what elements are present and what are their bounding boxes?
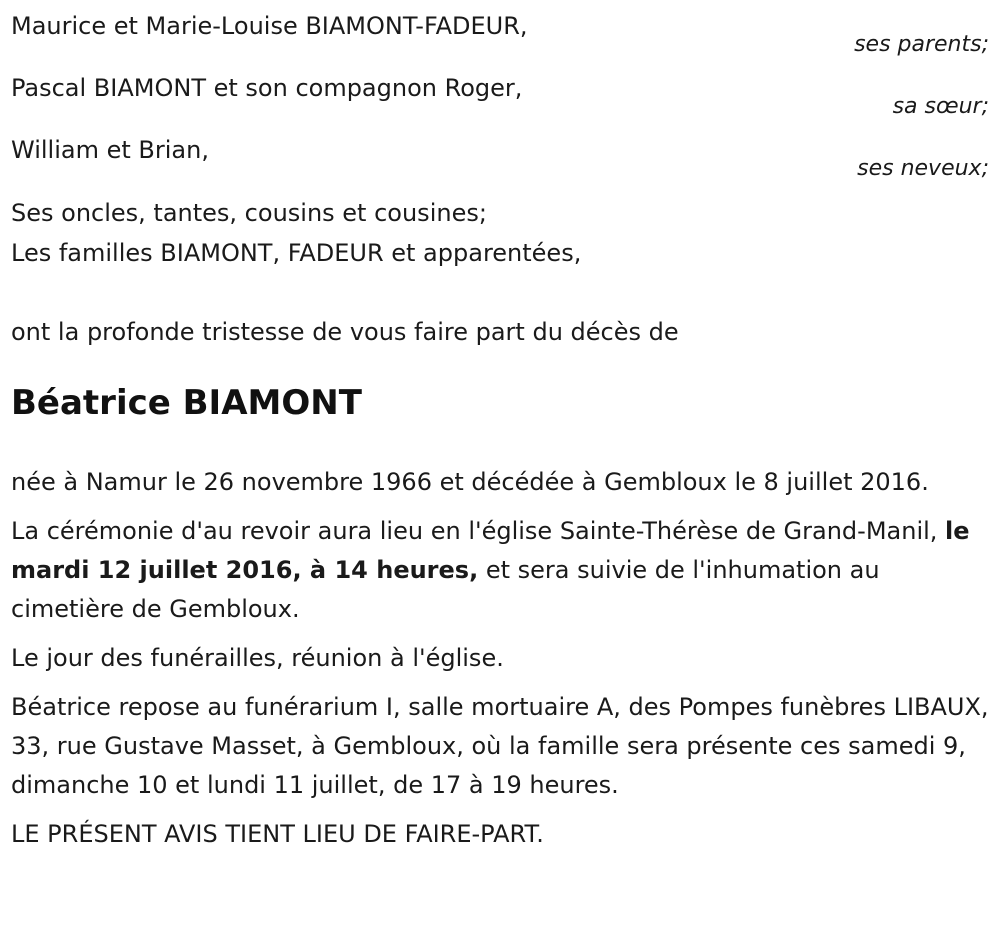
parents-line: Maurice et Marie-Louise BIAMONT-FADEUR, [11, 12, 528, 40]
relatives-line: Ses oncles, tantes, cousins et cousines; [11, 199, 487, 227]
funerarium-text: Béatrice repose au funérarium I, salle mortuaire A, des Pompes funèbres LIBAUX, 33, rue Gustave Masset, à Gembloux, où la famille sera présente ces samedi 9, dimanche 10 et lundi 11 juillet, de 17 à 19 heures. [11, 693, 989, 799]
nephews-relation: ses neveux; [857, 156, 989, 181]
family-section [11, 0, 989, 273]
nephews-line: William et Brian, [11, 136, 209, 164]
sister-line: Pascal BIAMONT et son compagnon Roger, [11, 74, 523, 102]
sister-relation: sa sœur; [892, 94, 989, 119]
announcement-intro: ont la profonde tristesse de vous faire part du décès de [11, 318, 679, 346]
notice-text: LE PRÉSENT AVIS TIENT LIEU DE FAIRE-PART. [11, 820, 544, 848]
details-section [11, 463, 989, 854]
ceremony-date: le mardi 12 juillet 2016, à 14 heures, [11, 517, 970, 584]
reunion-text: Le jour des funérailles, réunion à l'église. [11, 644, 504, 672]
deceased-name: Béatrice BIAMONT [11, 383, 362, 423]
ceremony-text [11, 512, 989, 629]
parents-relation: ses parents; [854, 32, 989, 57]
families-line: Les familles BIAMONT, FADEUR et apparentées, [11, 239, 582, 267]
obituary-notice [11, 0, 989, 864]
ceremony-burial: et sera suivie de l'inhumation au cimetière de Gembloux. [11, 556, 880, 623]
birth-death-text: née à Namur le 26 novembre 1966 et décédée à Gembloux le 8 juillet 2016. [11, 468, 929, 496]
ceremony-location: La cérémonie d'au revoir aura lieu en l'église Sainte-Thérèse de Grand-Manil, [11, 517, 946, 545]
